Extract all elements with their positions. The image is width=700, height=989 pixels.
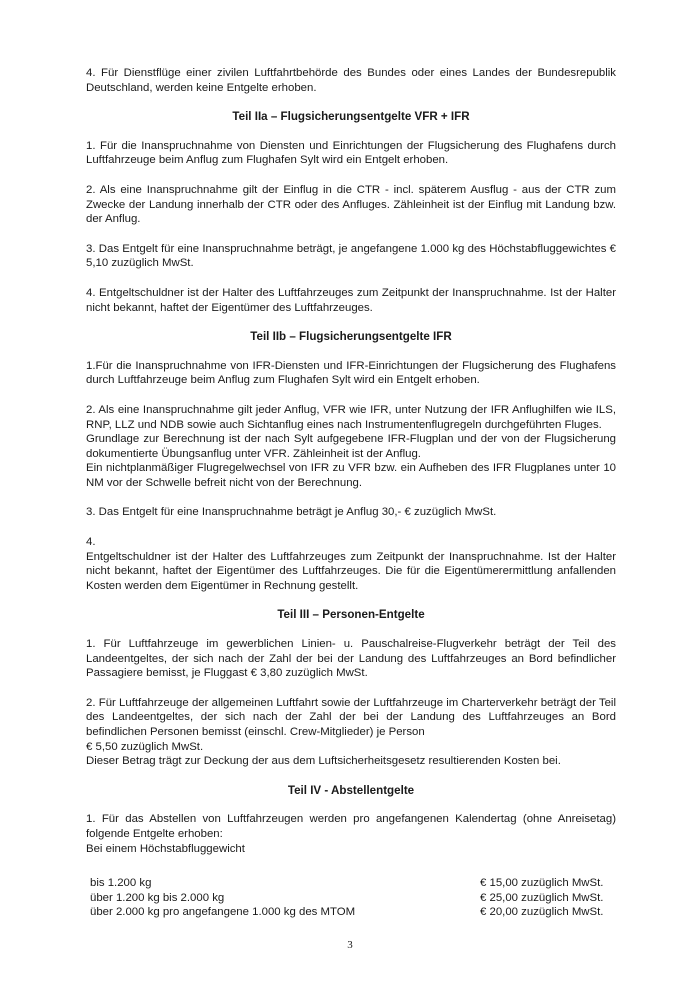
- teil-2b-paragraph-2a: 2. Als eine Inanspruchnahme gilt jeder Anflug, VFR wie IFR, unter Nutzung der IFR Anflughilfen wie ILS, RNP, LLZ und NDB sowie auch Sichtanflug eines nach Instrumentenflugregeln durchgeführten Fluges.: [86, 403, 616, 431]
- teil-2b-paragraph-2: [86, 403, 616, 491]
- fee-row: [86, 876, 616, 891]
- fee-amount: € 20,00 zuzüglich MwSt.: [480, 906, 604, 919]
- fee-amount: € 15,00 zuzüglich MwSt.: [480, 877, 604, 890]
- teil-3-paragraph-2-text: 2. Für Luftfahrzeuge der allgemeinen Luftfahrt sowie der Luftfahrzeuge im Charterverkehr beträgt der Teil des Landeentgeltes, der sich nach der Zahl der bei der Landung des Luftfahrzeuges an Bord befindlichen Personen bemisst (einschl. Crew-Mitglieder) je Person: [86, 696, 616, 738]
- teil-3-paragraph-2-note: Dieser Betrag trägt zur Deckung der aus dem Luftsicherheitsgesetz resultierenden Kosten bei.: [86, 755, 561, 768]
- teil-2a-paragraph-2: 2. Als eine Inanspruchnahme gilt der Einflug in die CTR - incl. späterem Ausflug - aus der CTR zum Zwecke der Landung innerhalb der CTR oder des Anfluges. Zähleinheit ist der Einflug mit Landung bzw. der Anflug.: [86, 183, 616, 226]
- teil-3-paragraph-1: 1. Für Luftfahrzeuge im gewerblichen Linien- u. Pauschalreise-Flugverkehr beträgt der Teil des Landeentgeltes, der sich nach der Zahl der bei der Landung des Luftfahrzeuges an Bord befindlicher Passagiere bemisst, je Fluggast € 3,80 zuzüglich MwSt.: [86, 638, 616, 680]
- fee-weight-label: bis 1.200 kg: [90, 877, 152, 890]
- teil-2b-paragraph-4: [86, 535, 616, 593]
- section-heading-teil-2a: Teil IIa – Flugsicherungsentgelte VFR + IFR: [232, 110, 470, 124]
- teil-2a-paragraph-3: 3. Das Entgelt für eine Inanspruchnahme beträgt, je angefangene 1.000 kg des Höchstabfluggewichtes € 5,10 zuzüglich MwSt.: [86, 242, 616, 270]
- teil-3-paragraph-2: [86, 696, 616, 769]
- teil-2b-paragraph-1: 1.Für die Inanspruchnahme von IFR-Diensten und IFR-Einrichtungen der Flugsicherung des Flughafens durch Luftfahrzeuge beim Anflug zum Flughafen Sylt wird ein Entgelt erhoben.: [86, 359, 616, 387]
- teil-4-paragraph-1: [86, 812, 616, 856]
- fee-amount: € 25,00 zuzüglich MwSt.: [480, 891, 604, 904]
- fee-weight-label: über 2.000 kg pro angefangene 1.000 kg des MTOM: [90, 906, 356, 919]
- teil-2a-paragraph-1: 1. Für die Inanspruchnahme von Diensten und Einrichtungen der Flugsicherung des Flughafens durch Luftfahrzeuge beim Anflug zum Flughafen Sylt wird ein Entgelt erhoben.: [86, 139, 616, 167]
- teil-3-paragraph-2-amount: € 5,50 zuzüglich MwSt.: [86, 740, 204, 753]
- document-page: [86, 66, 616, 920]
- fee-weight-label: über 1.200 kg bis 2.000 kg: [90, 891, 225, 904]
- intro-paragraph-4: 4. Für Dienstflüge einer zivilen Luftfahrtbehörde des Bundes oder eines Landes der Bundesrepublik Deutschland, werden keine Entgelte erhoben.: [86, 67, 616, 94]
- fee-row: [86, 891, 616, 906]
- fee-row: [86, 905, 616, 920]
- teil-2a-paragraph-4: 4. Entgeltschuldner ist der Halter des Luftfahrzeuges zum Zeitpunkt der Inanspruchnahme. Ist der Halter nicht bekannt, haftet der Eigentümer des Luftfahrzeuges.: [86, 286, 616, 314]
- teil-2b-paragraph-2b: Grundlage zur Berechnung ist der nach Sylt aufgegebene IFR-Flugplan und der von der Flugsicherung dokumentierte Übungsanflug unter VFR. Zähleinheit ist der Anflug.: [86, 433, 616, 460]
- teil-2b-paragraph-3: 3. Das Entgelt für eine Inanspruchnahme beträgt je Anflug 30,- € zuzüglich MwSt.: [86, 506, 497, 519]
- section-heading-teil-2b: Teil IIb – Flugsicherungsentgelte IFR: [250, 330, 452, 344]
- teil-4-paragraph-1-sub: Bei einem Höchstabfluggewicht: [86, 842, 245, 855]
- parking-fee-table: [86, 876, 616, 920]
- section-heading-teil-3: Teil III – Personen-Entgelte: [277, 608, 425, 622]
- teil-4-paragraph-1-text: 1. Für das Abstellen von Luftfahrzeugen werden pro angefangenen Kalendertag (ohne Anreisetag) folgende Entgelte erhoben:: [86, 813, 616, 840]
- teil-2b-paragraph-2c: Ein nichtplanmäßiger Flugregelwechsel von IFR zu VFR bzw. ein Aufheben des IFR Flugplanes unter 10 NM vor der Schwelle befreit nicht von der Berechnung.: [86, 462, 616, 489]
- teil-2b-paragraph-4-number: 4.: [86, 536, 96, 549]
- page-number: 3: [347, 939, 353, 951]
- teil-2b-paragraph-4-text: Entgeltschuldner ist der Halter des Luftfahrzeuges zum Zeitpunkt der Inanspruchnahme. Ist der Halter nicht bekannt, haftet der Eigentümer des Luftfahrzeuges. Die für die Eigentümerermittlung anfallenden Kosten werden dem Eigentümer in Rechnung gestellt.: [86, 550, 616, 592]
- section-heading-teil-4: Teil IV - Abstellentgelte: [287, 783, 415, 797]
